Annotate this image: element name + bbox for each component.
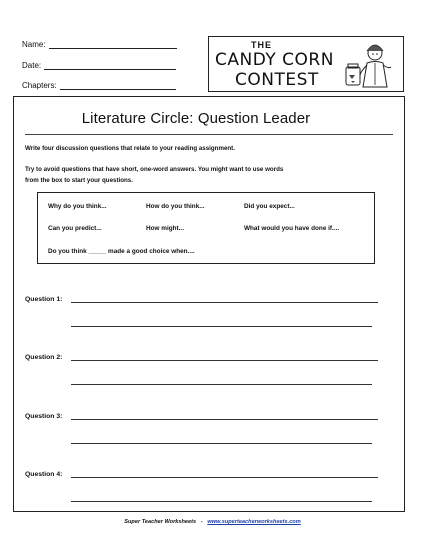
question-3-label: Question 3:: [25, 413, 63, 420]
question-4-label: Question 4:: [25, 471, 63, 478]
title-divider: [25, 134, 393, 135]
question-2-line-1[interactable]: [71, 352, 378, 361]
worksheet-frame: [13, 96, 405, 512]
instruction-2: [25, 164, 283, 186]
question-1-line-2[interactable]: [71, 318, 372, 327]
question-starters-box: [37, 192, 375, 264]
chapters-line[interactable]: [60, 80, 176, 90]
question-1-label: Question 1:: [25, 296, 63, 303]
footer-site-name: Super Teacher Worksheets: [124, 519, 197, 525]
question-1-line-1[interactable]: [71, 294, 378, 303]
chapters-field[interactable]: [22, 80, 176, 90]
starter-did-expect: Did you expect...: [244, 203, 295, 210]
date-label: Date:: [22, 61, 42, 70]
logo-the: THE: [251, 40, 272, 50]
name-label: Name:: [22, 40, 46, 49]
footer-url-link[interactable]: www.superteacherworksheets.com: [207, 519, 301, 525]
starter-what-would: What would you have done if....: [244, 225, 340, 232]
page-title: Literature Circle: Question Leader: [81, 110, 311, 127]
teacher-with-candy-jar-illustration: [209, 37, 405, 93]
footer-separator: -: [200, 519, 203, 525]
date-line[interactable]: [44, 60, 176, 70]
logo-contest: CONTEST: [235, 70, 319, 90]
logo-candy-corn: CANDY CORN: [215, 50, 334, 70]
instruction-2-line-2: from the box to start your questions.: [25, 177, 133, 184]
instruction-2-line-1: Try to avoid questions that have short, one-word answers. You might want to use words: [25, 166, 284, 173]
name-field[interactable]: [22, 39, 177, 49]
candy-corn-contest-logo: [208, 36, 404, 92]
starter-how-think: How do you think...: [146, 203, 205, 210]
footer: [0, 519, 425, 525]
question-3-line-2[interactable]: [71, 435, 372, 444]
question-4-line-1[interactable]: [71, 469, 378, 478]
starter-how-might: How might...: [146, 225, 184, 232]
starter-good-choice: Do you think _____ made a good choice when....: [48, 248, 195, 255]
question-2-label: Question 2:: [25, 354, 63, 361]
starter-why: Why do you think...: [48, 203, 107, 210]
date-field[interactable]: [22, 60, 176, 70]
name-line[interactable]: [49, 39, 177, 49]
question-2-line-2[interactable]: [71, 376, 372, 385]
question-4-line-2[interactable]: [71, 493, 372, 502]
chapters-label: Chapters:: [22, 81, 57, 90]
starter-predict: Can you predict...: [48, 225, 102, 232]
instruction-1: Write four discussion questions that relate to your reading assignment.: [25, 145, 235, 152]
question-3-line-1[interactable]: [71, 411, 378, 420]
